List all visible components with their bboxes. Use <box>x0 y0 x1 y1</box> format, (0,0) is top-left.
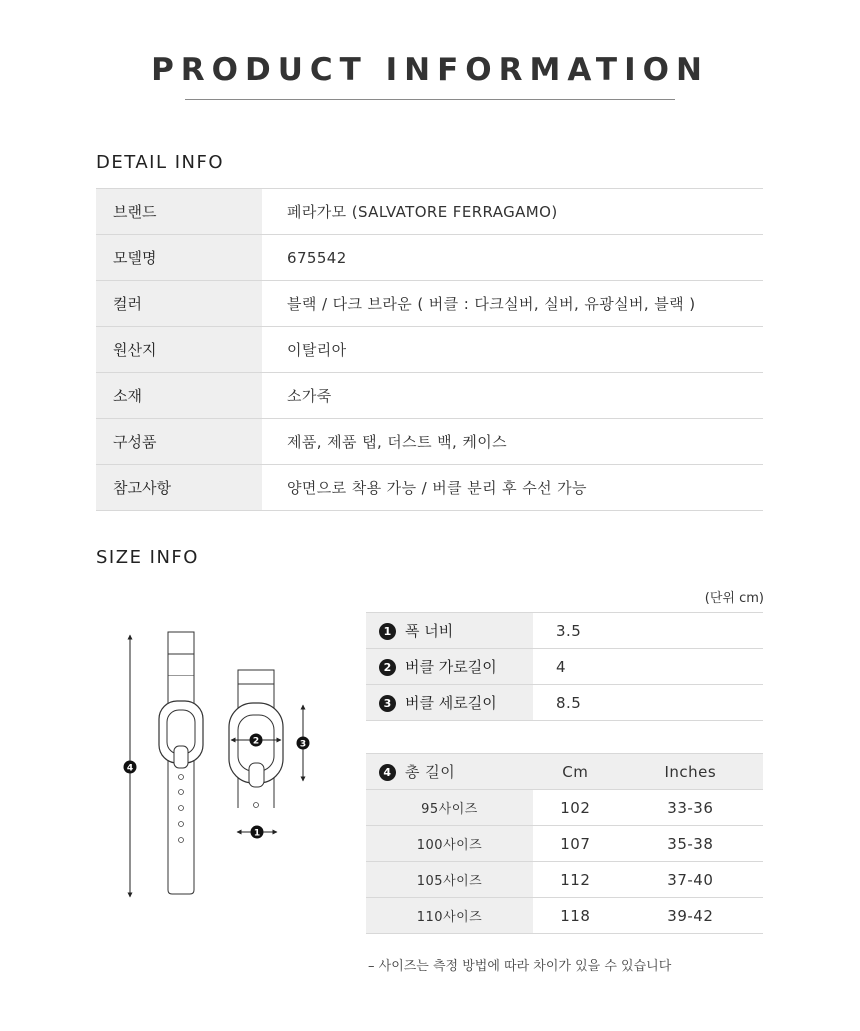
marker-3-number: 3 <box>299 739 307 750</box>
detail-label: 브랜드 <box>96 189 262 235</box>
table-row <box>96 189 763 235</box>
title-underline <box>185 99 675 100</box>
table-row <box>366 790 763 826</box>
inches-value: 37-40 <box>618 862 763 898</box>
marker-1-number: 1 <box>253 828 261 839</box>
table-row <box>366 685 763 721</box>
size-label: 100사이즈 <box>366 826 533 862</box>
marker-2-number: 2 <box>252 736 260 747</box>
size-info-heading: SIZE INFO <box>96 547 199 568</box>
page-title: PRODUCT INFORMATION <box>151 52 709 88</box>
table-row <box>366 826 763 862</box>
table-row <box>96 419 763 465</box>
detail-value: 페라가모 (SALVATORE FERRAGAMO) <box>262 189 763 235</box>
column-header-inches: Inches <box>618 754 763 790</box>
belt-diagram <box>110 615 320 905</box>
detail-info-table <box>96 188 763 511</box>
dim-label: 버클 세로길이 <box>405 694 497 712</box>
detail-value: 이탈리아 <box>262 327 763 373</box>
belt-loop <box>168 654 194 676</box>
detail-label: 참고사항 <box>96 465 262 511</box>
number-badge: 2 <box>379 659 396 676</box>
number-badge: 1 <box>379 623 396 640</box>
unit-note: (단위 cm) <box>704 591 764 606</box>
table-row <box>366 898 763 934</box>
dim-label: 폭 너비 <box>405 622 454 640</box>
table-row <box>96 327 763 373</box>
detail-value: 675542 <box>262 235 763 281</box>
table-header-row <box>366 754 763 790</box>
cm-value: 102 <box>533 790 618 826</box>
detail-info-heading: DETAIL INFO <box>96 152 224 173</box>
detail-label: 구성품 <box>96 419 262 465</box>
size-label: 95사이즈 <box>366 790 533 826</box>
detail-value: 양면으로 착용 가능 / 버클 분리 후 수선 가능 <box>262 465 763 511</box>
dim-value: 3.5 <box>533 613 763 649</box>
dim-value: 8.5 <box>533 685 763 721</box>
cm-value: 112 <box>533 862 618 898</box>
inches-value: 35-38 <box>618 826 763 862</box>
column-header-cm: Cm <box>533 754 618 790</box>
belt-hole <box>254 803 259 808</box>
detail-label: 컬러 <box>96 281 262 327</box>
table-row <box>366 613 763 649</box>
marker-4-number: 4 <box>126 763 134 774</box>
number-badge: 3 <box>379 695 396 712</box>
dim-label: 버클 가로길이 <box>405 658 497 676</box>
size-footnote: – 사이즈는 측정 방법에 따라 차이가 있을 수 있습니다 <box>368 959 672 974</box>
size-label: 110사이즈 <box>366 898 533 934</box>
table-row <box>366 862 763 898</box>
table-row <box>96 281 763 327</box>
detail-label: 원산지 <box>96 327 262 373</box>
cm-value: 107 <box>533 826 618 862</box>
total-length-label: 총 길이 <box>405 763 456 781</box>
table-row <box>96 235 763 281</box>
cm-value: 118 <box>533 898 618 934</box>
detail-label: 모델명 <box>96 235 262 281</box>
total-length-table <box>366 753 763 934</box>
dimension-table <box>366 612 763 721</box>
inches-value: 39-42 <box>618 898 763 934</box>
dim-value: 4 <box>533 649 763 685</box>
detail-buckle-prong <box>249 763 264 787</box>
detail-label: 소재 <box>96 373 262 419</box>
table-row <box>366 649 763 685</box>
number-badge: 4 <box>379 764 396 781</box>
detail-loop <box>238 670 274 684</box>
table-row <box>96 465 763 511</box>
table-row <box>96 373 763 419</box>
buckle-prong <box>174 746 188 768</box>
detail-value: 블랙 / 다크 브라운 ( 버클 : 다크실버, 실버, 유광실버, 블랙 ) <box>262 281 763 327</box>
inches-value: 33-36 <box>618 790 763 826</box>
belt-tip <box>168 632 194 654</box>
detail-value: 제품, 제품 탭, 더스트 백, 케이스 <box>262 419 763 465</box>
size-label: 105사이즈 <box>366 862 533 898</box>
detail-value: 소가죽 <box>262 373 763 419</box>
